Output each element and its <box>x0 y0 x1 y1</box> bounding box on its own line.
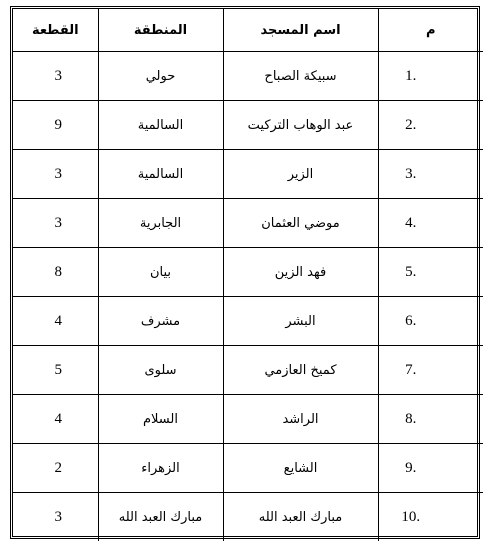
mosque-name: الشايع <box>223 444 378 493</box>
plot-number: 3 <box>13 52 98 101</box>
area-name: الزهراء <box>98 444 223 493</box>
plot-number: 3 <box>13 150 98 199</box>
area-name: مشرف <box>98 297 223 346</box>
area-name: السلام <box>98 395 223 444</box>
mosque-name: مبارك العبد الله <box>223 493 378 542</box>
table-row <box>13 444 483 493</box>
table-row <box>13 297 483 346</box>
row-number: 5. <box>378 248 483 297</box>
plot-number: 8 <box>13 248 98 297</box>
area-name: مبارك العبد الله <box>98 493 223 542</box>
area-name: سلوى <box>98 346 223 395</box>
mosques-table <box>13 9 483 541</box>
area-name: حولي <box>98 52 223 101</box>
row-number: 4. <box>378 199 483 248</box>
row-number: 10. <box>378 493 483 542</box>
row-number: 9. <box>378 444 483 493</box>
mosque-name: فهد الزين <box>223 248 378 297</box>
mosque-name: كميخ العازمي <box>223 346 378 395</box>
mosque-name: موضي العثمان <box>223 199 378 248</box>
mosque-name: البشر <box>223 297 378 346</box>
area-name: السالمية <box>98 150 223 199</box>
mosque-name: عبد الوهاب التركيت <box>223 101 378 150</box>
area-name: الجابرية <box>98 199 223 248</box>
table-row <box>13 150 483 199</box>
plot-number: 3 <box>13 493 98 542</box>
mosque-name: سبيكة الصباح <box>223 52 378 101</box>
header-number: م <box>378 9 483 52</box>
mosque-name: الزير <box>223 150 378 199</box>
plot-number: 4 <box>13 395 98 444</box>
table-row <box>13 52 483 101</box>
mosques-table-container <box>10 6 480 539</box>
row-number: 8. <box>378 395 483 444</box>
plot-number: 3 <box>13 199 98 248</box>
table-row <box>13 248 483 297</box>
row-number: 7. <box>378 346 483 395</box>
area-name: بيان <box>98 248 223 297</box>
header-plot: القطعة <box>13 9 98 52</box>
mosque-name: الراشد <box>223 395 378 444</box>
row-number: 6. <box>378 297 483 346</box>
table-row <box>13 101 483 150</box>
table-row <box>13 395 483 444</box>
table-header-row <box>13 9 483 52</box>
plot-number: 5 <box>13 346 98 395</box>
table-row <box>13 346 483 395</box>
table-row <box>13 199 483 248</box>
table-row <box>13 493 483 542</box>
plot-number: 9 <box>13 101 98 150</box>
plot-number: 2 <box>13 444 98 493</box>
area-name: السالمية <box>98 101 223 150</box>
header-mosque-name: اسم المسجد <box>223 9 378 52</box>
row-number: 3. <box>378 150 483 199</box>
header-area: المنطقة <box>98 9 223 52</box>
row-number: 2. <box>378 101 483 150</box>
plot-number: 4 <box>13 297 98 346</box>
row-number: 1. <box>378 52 483 101</box>
